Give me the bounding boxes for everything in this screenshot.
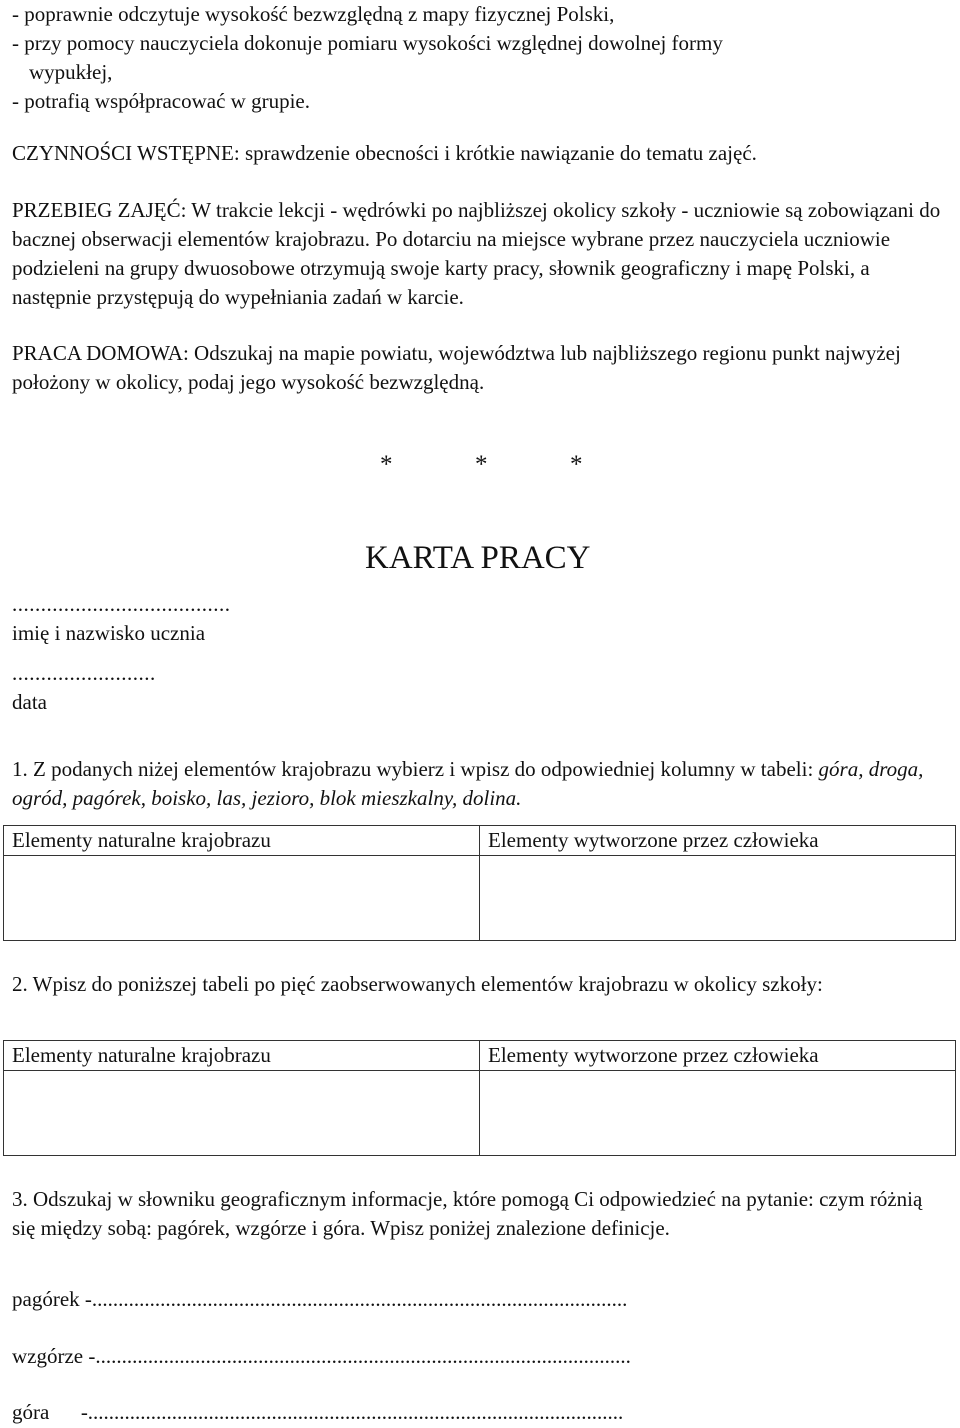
task1-items: góra, droga, ogród, pagórek, boisko, las, jezioro, blok mieszkalny, dolina. [12, 757, 924, 810]
task1-text [12, 755, 942, 813]
task1-plain: 1. Z podanych niżej elementów krajobrazu wybierz i wpisz do odpowiedniej kolumny w tabeli: [12, 757, 819, 781]
task1-cell-human[interactable] [480, 856, 956, 941]
outcome-item: - przy pomocy nauczyciela dokonuje pomiaru wysokości względnej dowolnej formy [12, 31, 723, 55]
outcomes-list [12, 0, 942, 116]
star: * [380, 451, 393, 478]
star: * [475, 451, 488, 478]
task2-cell-natural[interactable] [4, 1071, 480, 1156]
task1-col-natural: Elementy naturalne krajobrazu [4, 826, 480, 856]
definition-wzgorze[interactable]: wzgórze -...................................................................................................... [12, 1344, 631, 1368]
date-label: data [12, 690, 47, 714]
intro-paragraph: CZYNNOŚCI WSTĘPNE: sprawdzenie obecności i krótkie nawiązanie do tematu zajęć. [12, 141, 757, 165]
date-field[interactable] [12, 659, 156, 717]
task2-cell-human[interactable] [480, 1071, 956, 1156]
task3-text: 3. Odszukaj w słowniku geograficznym informacje, które pomogą Ci odpowiedzieć na pytanie: czym różnią się między sobą: pagórek, wzgórze i góra. Wpisz poniżej znalezione definicje. [12, 1187, 923, 1240]
worksheet-title: KARTA PRACY [365, 540, 591, 576]
task1-col-human: Elementy wytworzone przez człowieka [480, 826, 956, 856]
outcome-item: - potrafią współpracować w grupie. [12, 89, 310, 113]
task1-table [3, 825, 956, 941]
outcome-item: - poprawnie odczytuje wysokość bezwzględną z mapy fizycznej Polski, [12, 2, 615, 26]
task1-cell-natural[interactable] [4, 856, 480, 941]
task2-col-human: Elementy wytworzone przez człowieka [480, 1041, 956, 1071]
task2-table [3, 1040, 956, 1156]
homework-paragraph: PRACA DOMOWA: Odszukaj na mapie powiatu, województwa lub najbliższego regionu punkt najwyżej położony w okolicy, podaj jego wysokość bezwzględną. [12, 341, 901, 394]
task2-col-natural: Elementy naturalne krajobrazu [4, 1041, 480, 1071]
definition-pagorek[interactable]: pagórek -...................................................................................................... [12, 1287, 628, 1311]
separator-stars [380, 450, 665, 479]
task2-text: 2. Wpisz do poniższej tabeli po pięć zaobserwowanych elementów krajobrazu w okolicy szkoły: [12, 972, 823, 996]
name-dots: ...................................... [12, 592, 231, 616]
outcome-item: wypukłej, [29, 60, 113, 84]
przebieg-paragraph: PRZEBIEG ZAJĘĆ: W trakcie lekcji - wędrówki po najbliższej okolicy szkoły - uczniowie są zobowiązani do bacznej obserwacji elementów krajobrazu. Po dotarciu na miejsce wybrane przez nauczyciela uczniowie podzieleni na grupy dwuosobowe otrzymują swoje karty pracy, słownik geograficzny i mapę Polski, a następnie przystępują do wypełniania zadań w karcie. [12, 198, 941, 309]
name-field[interactable] [12, 590, 231, 648]
star: * [570, 451, 583, 478]
definition-gora[interactable]: góra -...................................................................................................... [12, 1400, 624, 1424]
date-dots: ......................... [12, 661, 156, 685]
name-label: imię i nazwisko ucznia [12, 621, 206, 645]
